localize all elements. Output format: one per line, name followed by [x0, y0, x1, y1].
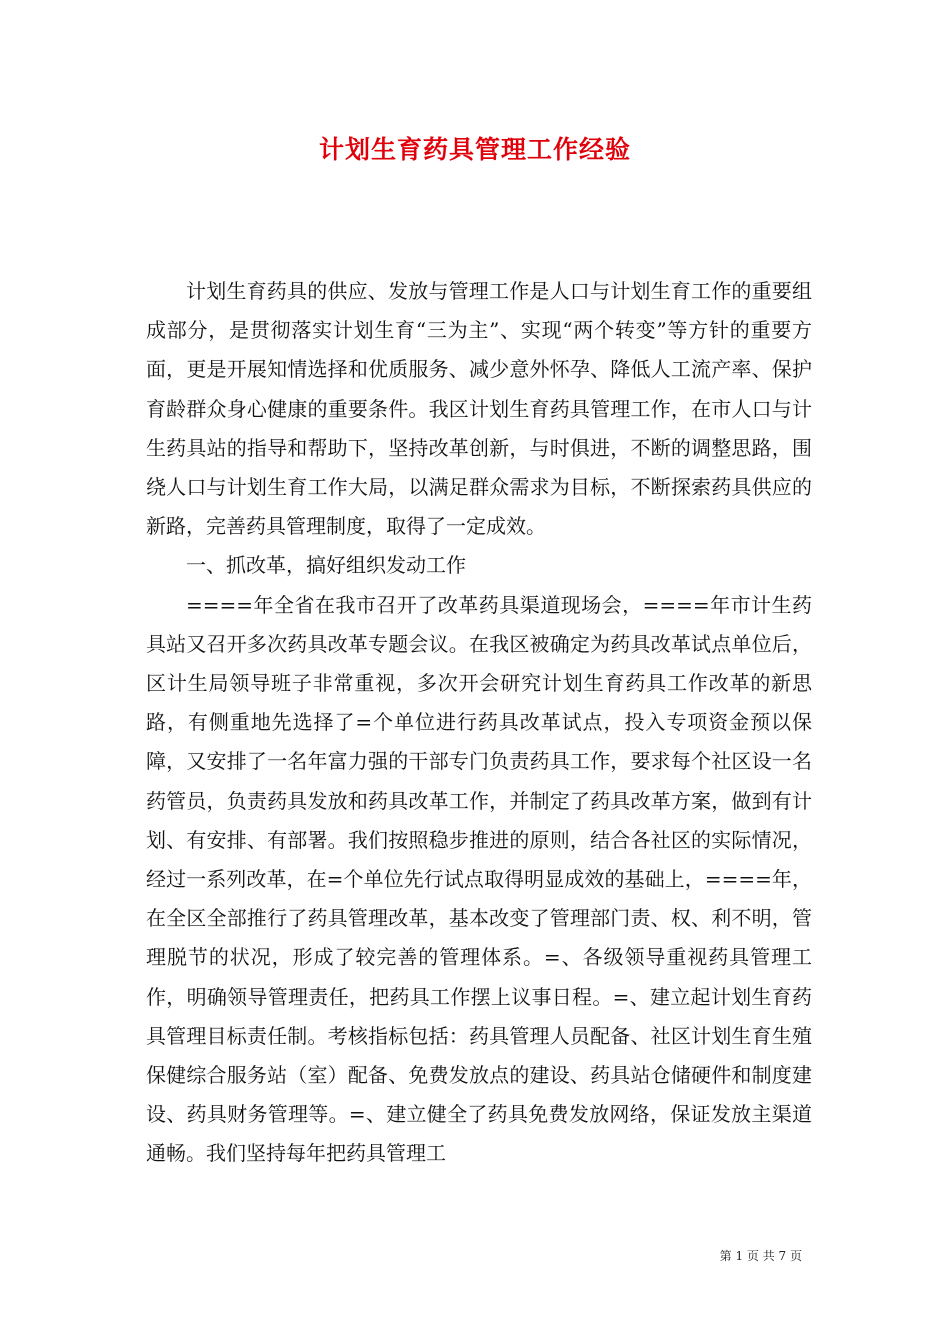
paragraph-reform: ====年全省在我市召开了改革药具渠道现场会，====年市计生药具站又召开多次药具改革专题会议。在我区被确定为药具改革试点单位后，区计生局领导班子非常重视，多次开会研究计划生育药具工作改革的新思路，有侧重地先选择了=个单位进行药具改革试点，投入专项资金预以保障，又安排了一名年富力强的干部专门负责药具工作，要求每个社区设一名药管员，负责药具发放和药具改革工作，并制定了药具改革方案，做到有计划、有安排、有部署。我们按照稳步推进的原则，结合各社区的实际情况，经过一系列改革，在=个单位先行试点取得明显成效的基础上，====年，在全区全部推行了药具管理改革，基本改变了管理部门责、权、利不明，管理脱节的状况，形成了较完善的管理体系。=、各级领导重视药具管理工作，明确领导管理责任，把药具工作摆上议事日程。=、建立起计划生育药具管理目标责任制。考核指标包括：药具管理人员配备、社区计划生育生殖保健综合服务站（室）配备、免费发放点的建设、药具站仓储硬件和制度建设、药具财务管理等。=、建立健全了药具免费发放网络，保证发放主渠道通畅。我们坚持每年把药具管理工 [146, 592, 812, 1166]
paragraph-intro: 计划生育药具的供应、发放与管理工作是人口与计划生育工作的重要组成部分，是贯彻落实计划生育“三为主”、实现“两个转变”等方针的重要方面，更是开展知情选择和优质服务、减少意外怀孕、降低人工流产率、保护育龄群众身心健康的重要条件。我区计划生育药具管理工作，在市人口与计生药具站的指导和帮助下，坚持改革创新，与时俱进，不断的调整思路，围绕人口与计划生育工作大局，以满足群众需求为目标，不断探索药具供应的新路，完善药具管理制度，取得了一定成效。 [146, 279, 812, 539]
document-title: 计划生育药具管理工作经验 [318, 135, 631, 164]
document-body [146, 272, 812, 1174]
page-number: 第 1 页 共 7 页 [719, 1249, 802, 1263]
section-heading: 一、抓改革，搞好组织发动工作 [186, 553, 466, 578]
